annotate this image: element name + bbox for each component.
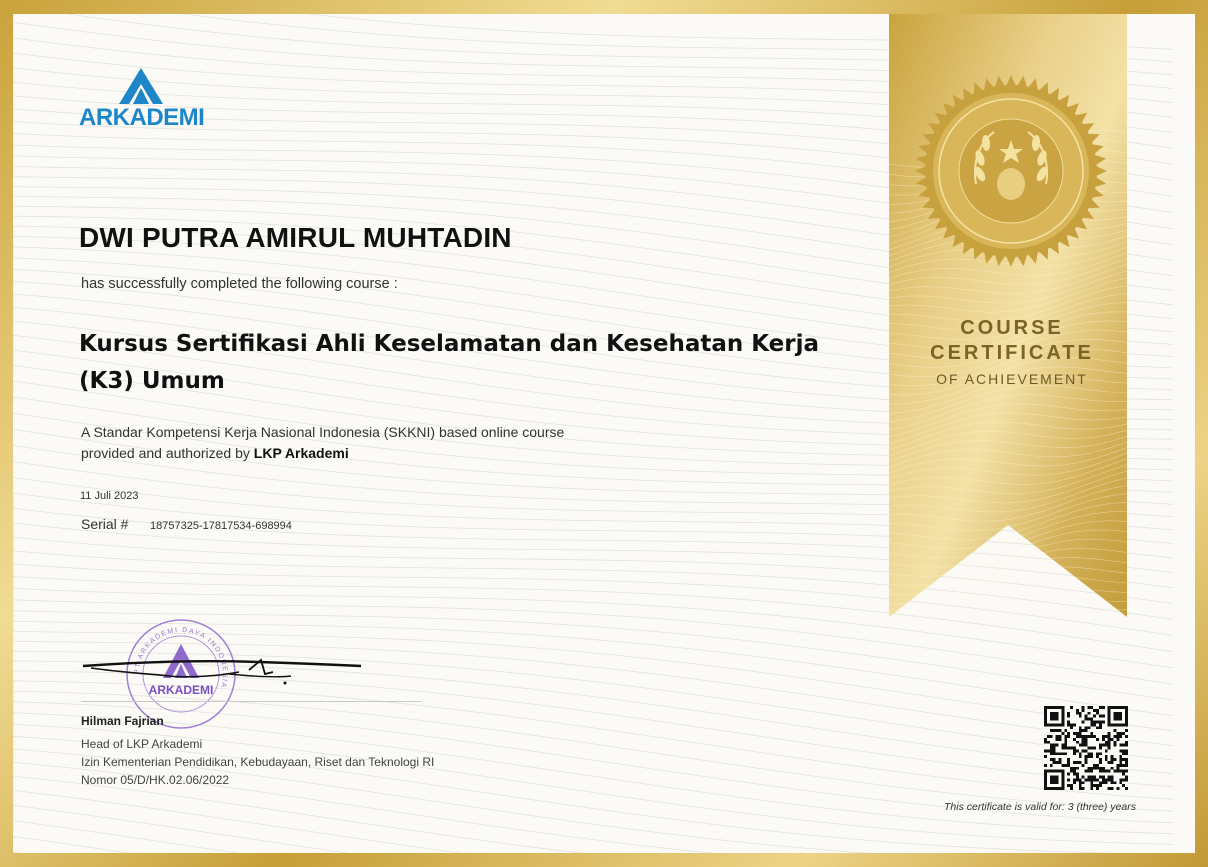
ribbon-achievement-text: OF ACHIEVEMENT [936, 371, 1088, 387]
arkademi-logo [79, 66, 207, 130]
laurel-seal-icon [914, 74, 1108, 268]
stamp-ring-text: PT ARKADEMI DAYA INDONESIA [133, 626, 229, 690]
provider-name: LKP Arkademi [253, 445, 349, 461]
description-line-2 [81, 443, 564, 464]
qr-code-icon[interactable] [1044, 706, 1128, 790]
description-prefix: provided and authorized by [81, 445, 254, 461]
stamp-text: ARKADEMI [148, 683, 214, 697]
signature [79, 652, 379, 692]
course-title: Kursus Sertifikasi Ahli Keselamatan dan Kesehatan Kerja (K3) Umum [79, 331, 819, 394]
serial-number: 18757325-17817534-698994 [150, 520, 292, 532]
signature-line [81, 701, 421, 702]
license-text: Izin Kementerian Pendidikan, Kebudayaan, Riset dan Teknologi RI [81, 755, 435, 769]
issue-date: 11 Juli 2023 [80, 490, 139, 502]
license-number: Nomor 05/D/HK.02.06/2022 [81, 773, 230, 787]
logo-text: ARKADEMI [79, 104, 205, 131]
completion-statement: has successfully completed the following course : [81, 276, 398, 292]
ribbon-course-text: COURSE [960, 317, 1064, 339]
course-description [81, 422, 564, 464]
ribbon-certificate-text: CERTIFICATE [930, 342, 1094, 364]
validity-note: This certificate is valid for: 3 (three) years [944, 801, 1136, 813]
signer-title: Head of LKP Arkademi [81, 737, 203, 751]
signer-name: Hilman Fajrian [81, 714, 164, 728]
recipient-name: DWI PUTRA AMIRUL MUHTADIN [79, 222, 512, 253]
signer-details [81, 735, 434, 789]
certificate-sheet [13, 14, 1195, 853]
serial-label: Serial # [81, 516, 129, 532]
arkademi-logo-icon [79, 66, 207, 106]
description-line-1: A Standar Kompetensi Kerja Nasional Indonesia (SKKNI) based online course [81, 424, 565, 440]
